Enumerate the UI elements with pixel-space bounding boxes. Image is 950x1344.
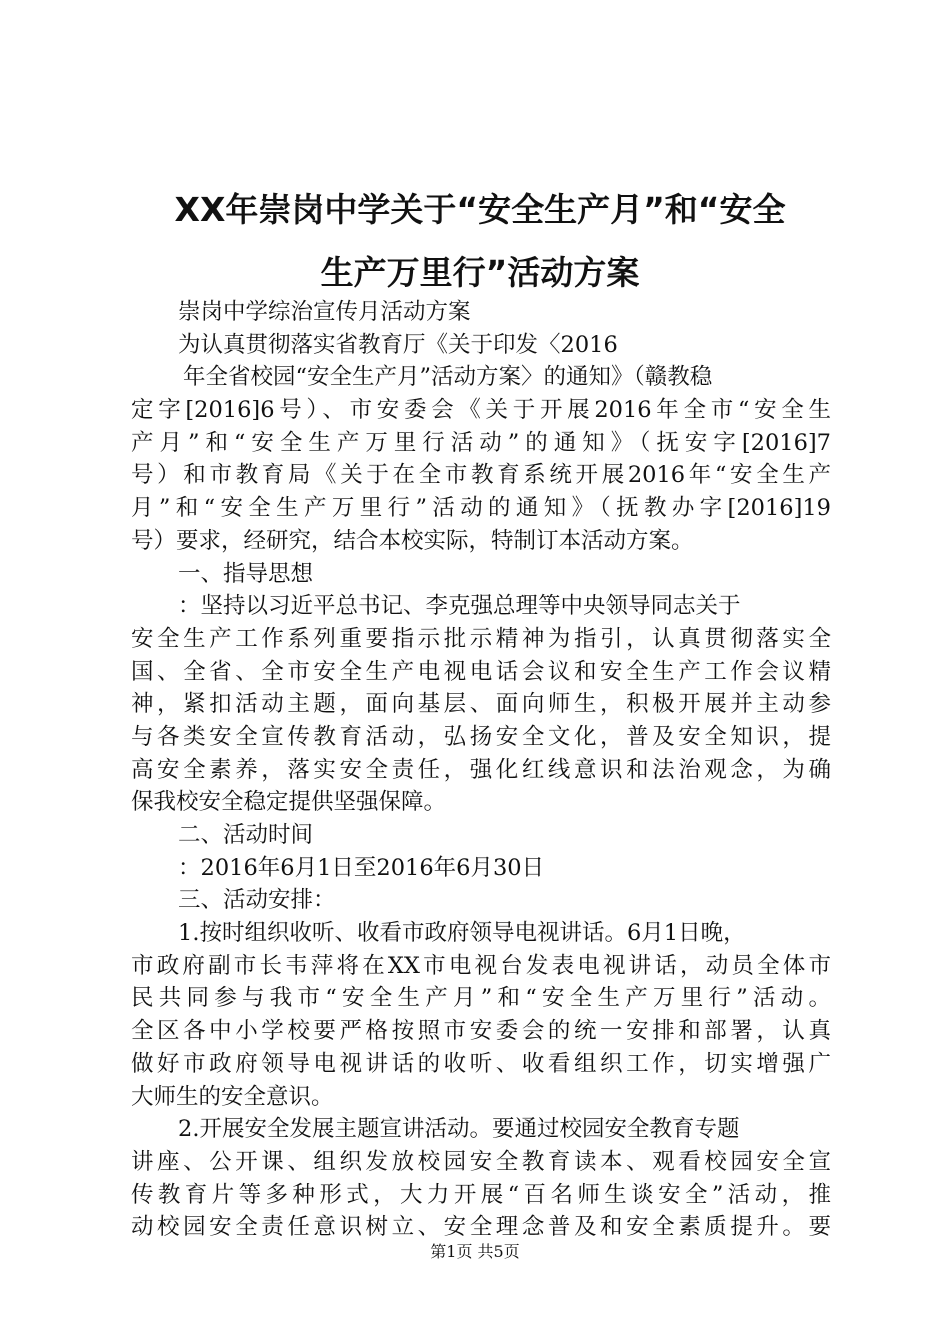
body-line: 号）和市教育局《关于在全市教育系统开展2016年“安全生产	[131, 462, 831, 489]
body-line: 传教育片等多种形式，大力开展“百名师生谈安全”活动，推	[131, 1181, 831, 1208]
body-line: ：2016年6月1日至2016年6月30日	[178, 854, 545, 881]
document-title	[100, 178, 860, 304]
section-heading: 二、活动时间	[178, 822, 314, 848]
body-line: 高安全素养，落实安全责任，强化红线意识和法治观念，为确	[131, 756, 831, 783]
body-line: ：坚持以习近平总书记、李克强总理等中央领导同志关于	[178, 593, 741, 620]
body-line: 与各类安全宣传教育活动，弘扬安全文化，普及安全知识，提	[131, 723, 831, 750]
body-line: 年全省校园“安全生产月”活动方案〉的通知》（赣教稳	[183, 364, 713, 391]
body-line: 神，紧扣活动主题，面向基层、面向师生，积极开展并主动参	[131, 691, 831, 718]
body-line: 大师生的安全意识。	[131, 1083, 334, 1110]
body-line: 讲座、公开课、组织发放校园安全教育读本、观看校园安全宣	[131, 1148, 831, 1175]
body-line: 安全生产工作系列重要指示批示精神为指引，认真贯彻落实全	[131, 625, 831, 652]
section-heading: 三、活动安排：	[178, 887, 336, 914]
body-line: 产月”和“安全生产万里行活动”的通知》（抚安字[2016]7	[131, 429, 831, 456]
body-line: 为认真贯彻落实省教育厅《关于印发〈2016	[178, 331, 618, 358]
body-line: 保我校安全稳定提供坚强保障。	[131, 789, 447, 816]
body-line: 民共同参与我市“安全生产月”和“安全生产万里行”活动。	[131, 985, 831, 1012]
body-line: 月”和“安全生产万里行”活动的通知》（抚教办字[2016]19	[131, 495, 831, 522]
body-line: 国、全省、全市安全生产电视电话会议和安全生产工作会议精	[131, 658, 831, 685]
body-line: 1.按时组织收听、收看市政府领导电视讲话。6月1日晚，	[178, 920, 746, 947]
document-body	[131, 296, 831, 1244]
section-heading: 一、指导思想	[178, 560, 314, 587]
body-line: 全区各中小学校要严格按照市安委会的统一安排和部署，认真	[131, 1018, 831, 1045]
body-line: 市政府副市长韦萍将在XX市电视台发表电视讲话，动员全体市	[131, 952, 831, 979]
body-line: 崇岗中学综治宣传月活动方案	[178, 299, 471, 325]
page-footer: 第1页 共5页	[430, 1242, 520, 1261]
body-line: 2.开展安全发展主题宣讲活动。要通过校园安全教育专题	[178, 1116, 740, 1143]
title-line-1: XX年崇岗中学关于“安全生产月”和“安全	[174, 190, 786, 229]
title-line-2: 生产万里行”活动方案	[320, 253, 640, 292]
body-line: 动校园安全责任意识树立、安全理念普及和安全素质提升。要	[131, 1214, 831, 1241]
body-line: 号）要求，经研究，结合本校实际，特制订本活动方案。	[131, 527, 694, 554]
body-line: 做好市政府领导电视讲话的收听、收看组织工作，切实增强广	[131, 1050, 831, 1077]
body-line: 定字[2016]6号）、市安委会《关于开展2016年全市“安全生	[131, 397, 831, 424]
